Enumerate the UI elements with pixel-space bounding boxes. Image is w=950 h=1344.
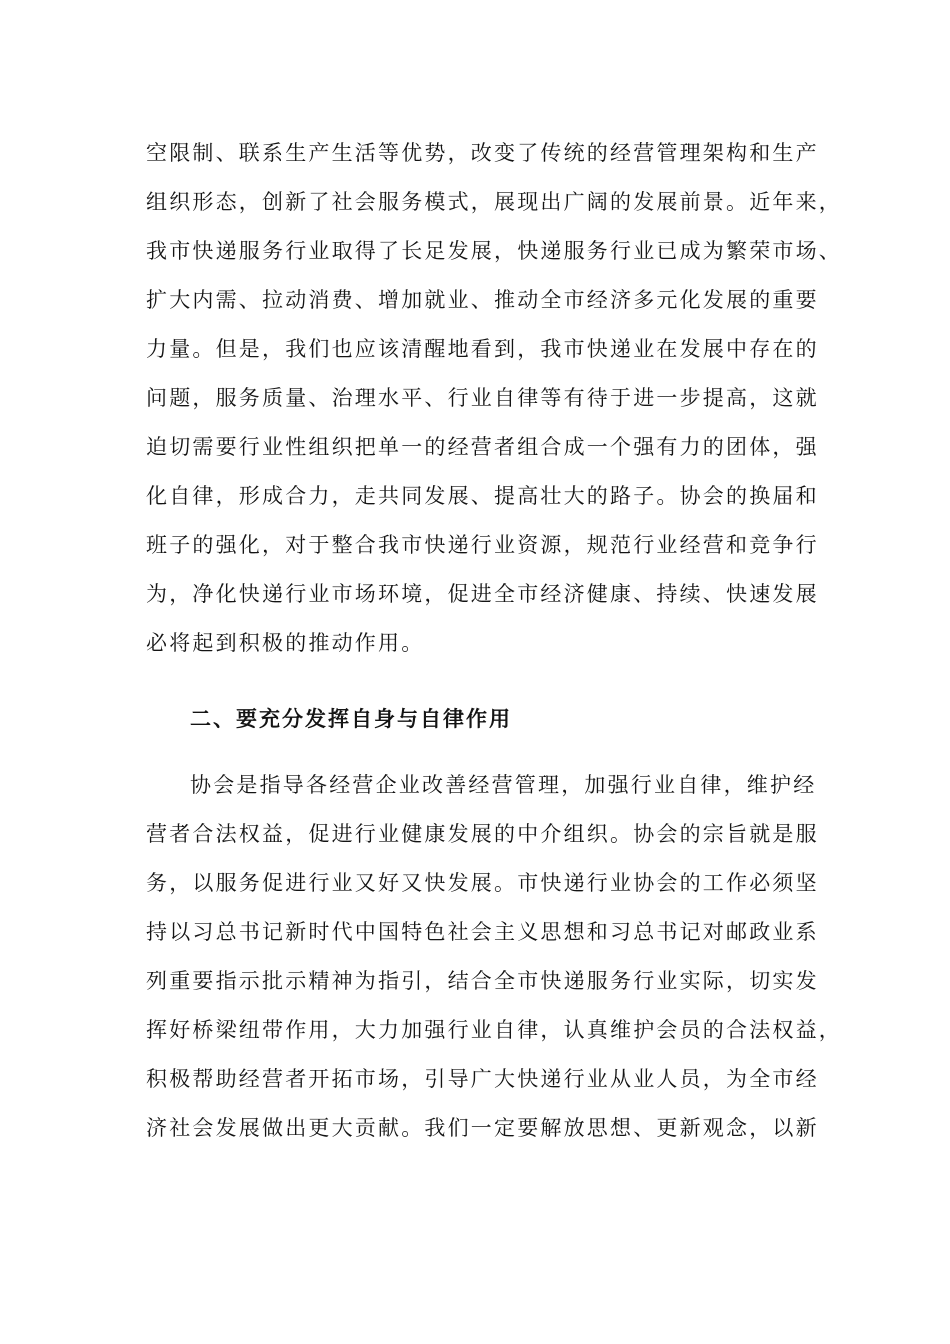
paragraph-line: 问题，服务质量、治理水平、行业自律等有待于进一步提高，这就	[146, 386, 819, 410]
paragraph-line: 扩大内需、拉动消费、增加就业、推动全市经济多元化发展的重要	[146, 288, 819, 312]
paragraph-line: 我市快递服务行业取得了长足发展，快递服务行业已成为繁荣市场、	[146, 239, 842, 263]
paragraph-line: 力量。但是，我们也应该清醒地看到，我市快递业在发展中存在的	[146, 337, 819, 361]
paragraph-line: 必将起到积极的推动作用。	[146, 631, 425, 655]
paragraph-line: 协会是指导各经营企业改善经营管理，加强行业自律，维护经	[190, 773, 817, 797]
section-heading: 二、要充分发挥自身与自律作用	[190, 707, 512, 731]
paragraph-line: 迫切需要行业性组织把单一的经营者组合成一个强有力的团体，强	[146, 435, 819, 459]
paragraph-line: 济社会发展做出更大贡献。我们一定要解放思想、更新观念，以新	[146, 1116, 819, 1140]
paragraph-line: 班子的强化，对于整合我市快递行业资源，规范行业经营和竞争行	[146, 533, 819, 557]
paragraph-line: 空限制、联系生产生活等优势，改变了传统的经营管理架构和生产	[146, 141, 819, 165]
paragraph-line: 挥好桥梁纽带作用，大力加强行业自律，认真维护会员的合法权益，	[146, 1018, 842, 1042]
paragraph-line: 列重要指示批示精神为指引，结合全市快递服务行业实际，切实发	[146, 969, 819, 993]
paragraph-line: 积极帮助经营者开拓市场，引导广大快递行业从业人员，为全市经	[146, 1067, 819, 1091]
paragraph-line: 持以习总书记新时代中国特色社会主义思想和习总书记对邮政业系	[146, 920, 819, 944]
paragraph-line: 务，以服务促进行业又好又快发展。市快递行业协会的工作必须坚	[146, 871, 819, 895]
paragraph-line: 化自律，形成合力，走共同发展、提高壮大的路子。协会的换届和	[146, 484, 819, 508]
paragraph-line: 为，净化快递行业市场环境，促进全市经济健康、持续、快速发展	[146, 582, 819, 606]
paragraph-line: 组织形态，创新了社会服务模式，展现出广阔的发展前景。近年来，	[146, 190, 842, 214]
paragraph-line: 营者合法权益，促进行业健康发展的中介组织。协会的宗旨就是服	[146, 822, 819, 846]
